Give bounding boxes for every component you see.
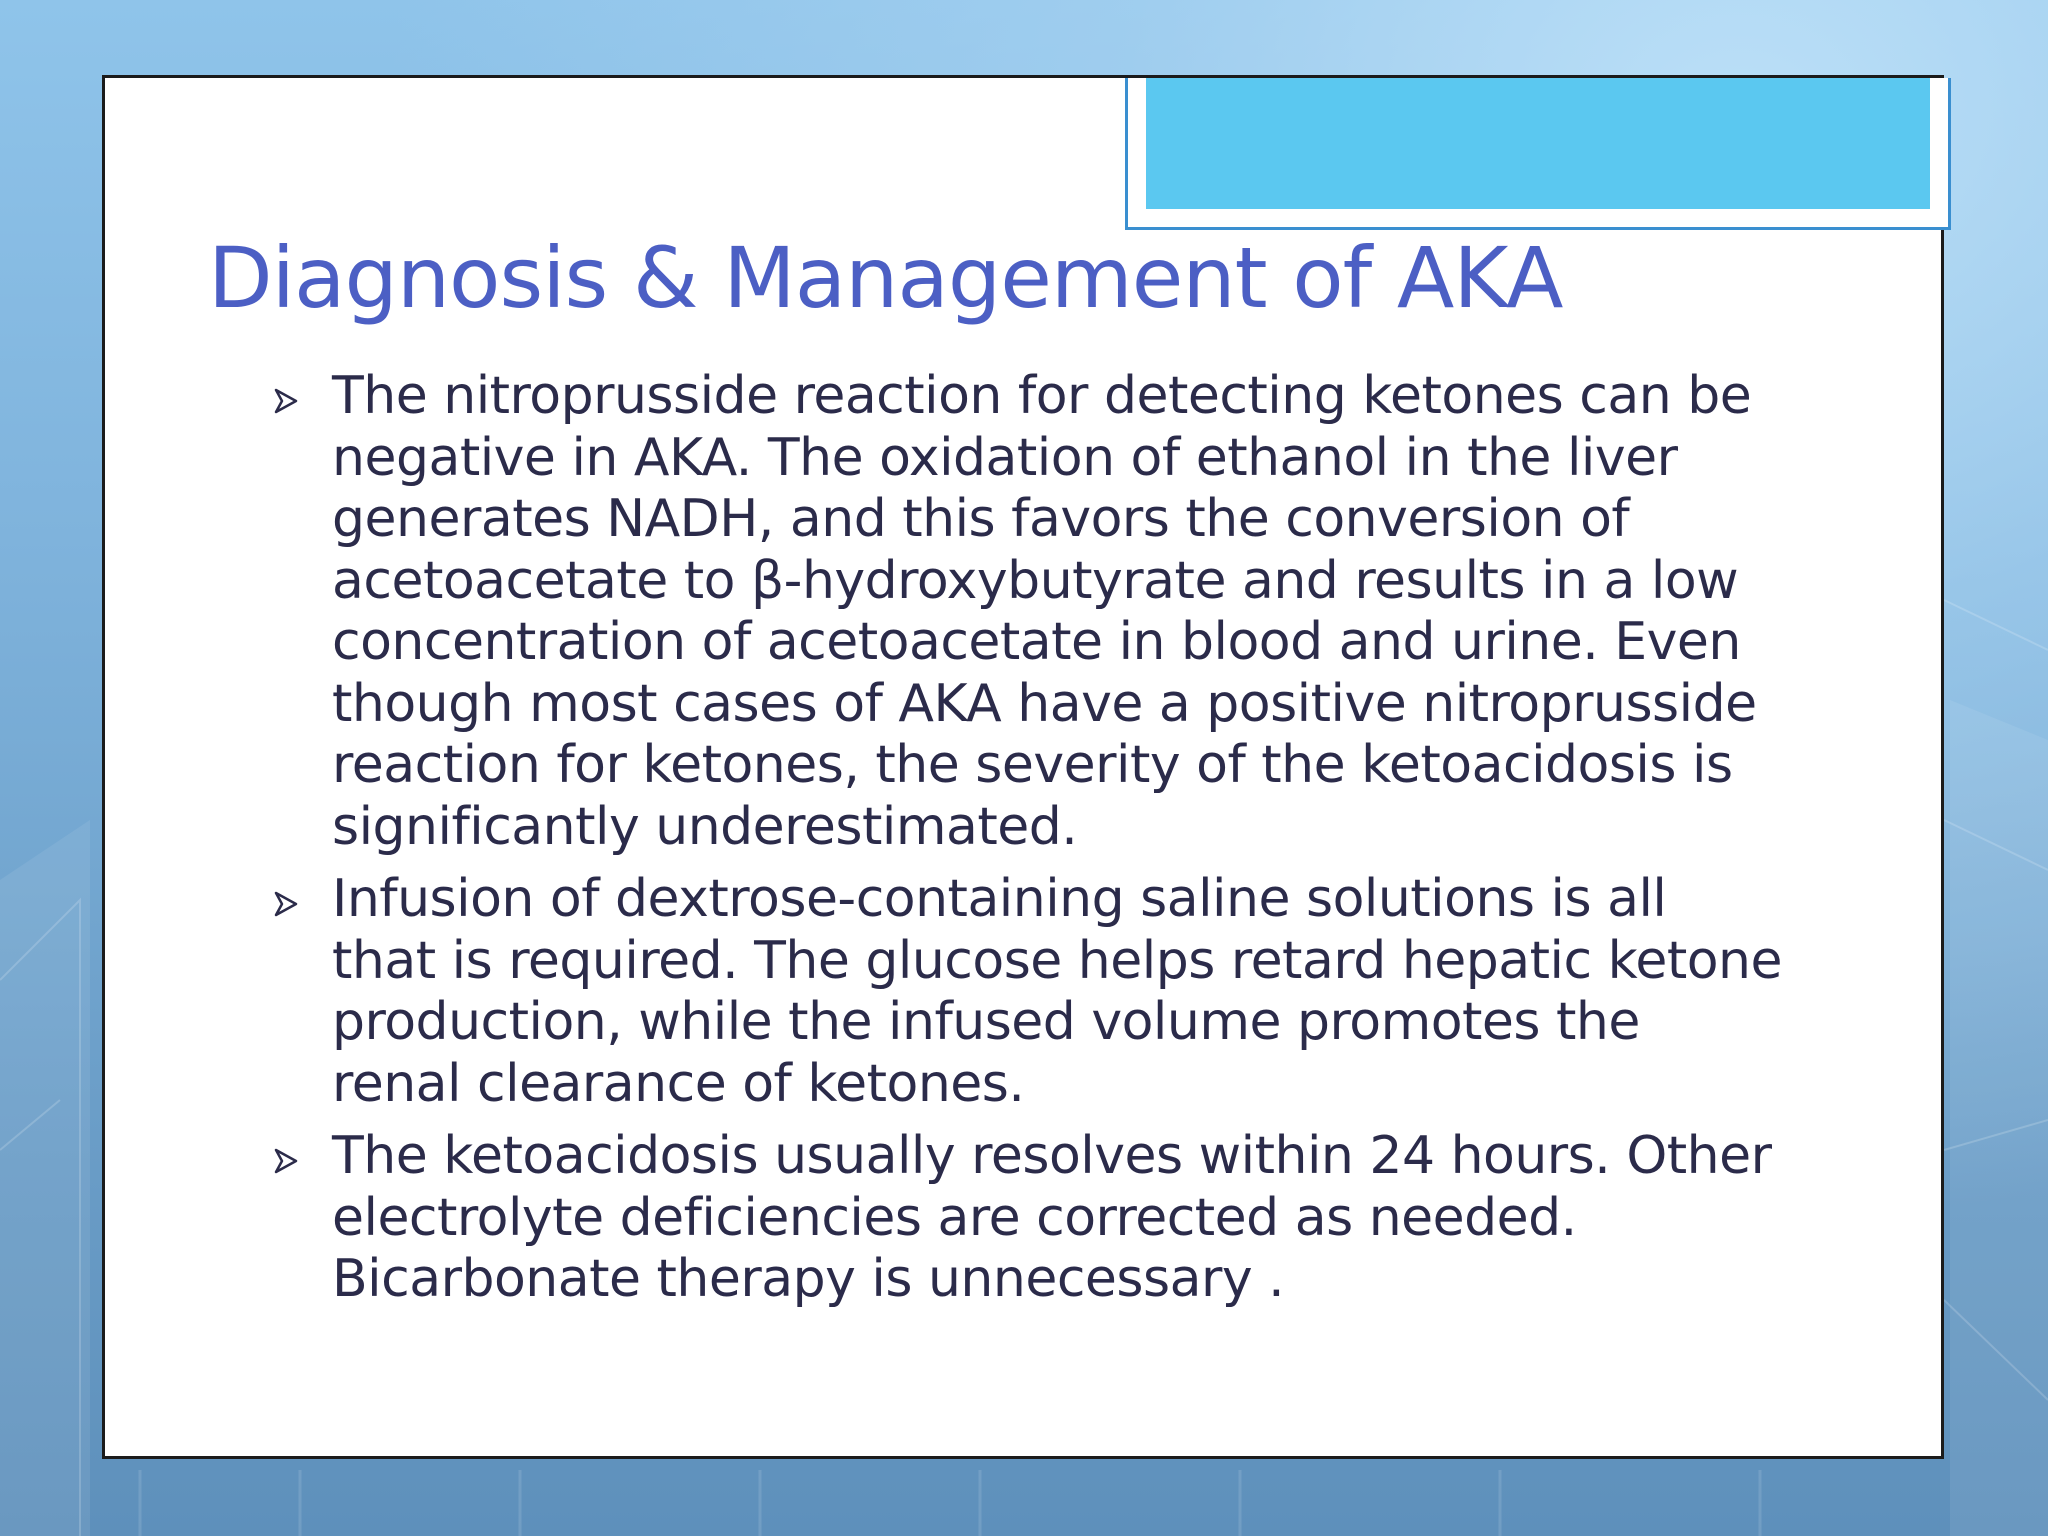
bullet-text: Infusion of dextrose-containing saline solutions is all that is required. The glucose helps retard hepatic ketone production, while the infused volume promotes the renal clearance of ketones. [332,869,1782,1114]
arrowhead-bullet-icon [274,891,298,917]
bullet-item [262,366,1782,858]
bullet-item [262,869,1782,1115]
arrowhead-bullet-icon [274,1148,298,1174]
bullet-list [262,366,1782,1322]
bullet-item [262,1126,1782,1311]
bullet-text: The nitroprusside reaction for detecting ketones can be negative in AKA. The oxidation of ethanol in the liver generates NADH, and this favors the conversion of acetoacetate to β-hydroxybutyrate and results in a low concentration of acetoacetate in blood and urine. Even though most cases of AKA have a positive nitroprusside reaction for ketones, the severity of the ketoacidosis is significantly underestimated. [332,366,1757,857]
bullet-text: The ketoacidosis usually resolves within 24 hours. Other electrolyte deficiencies are corrected as needed. Bicarbonate therapy is unnecessary . [332,1126,1772,1309]
slide-title: Diagnosis & Management of AKA [208,229,1563,327]
title-accent-fill [1146,78,1930,209]
title-accent-box [1125,78,1951,230]
arrowhead-bullet-icon [274,388,298,414]
